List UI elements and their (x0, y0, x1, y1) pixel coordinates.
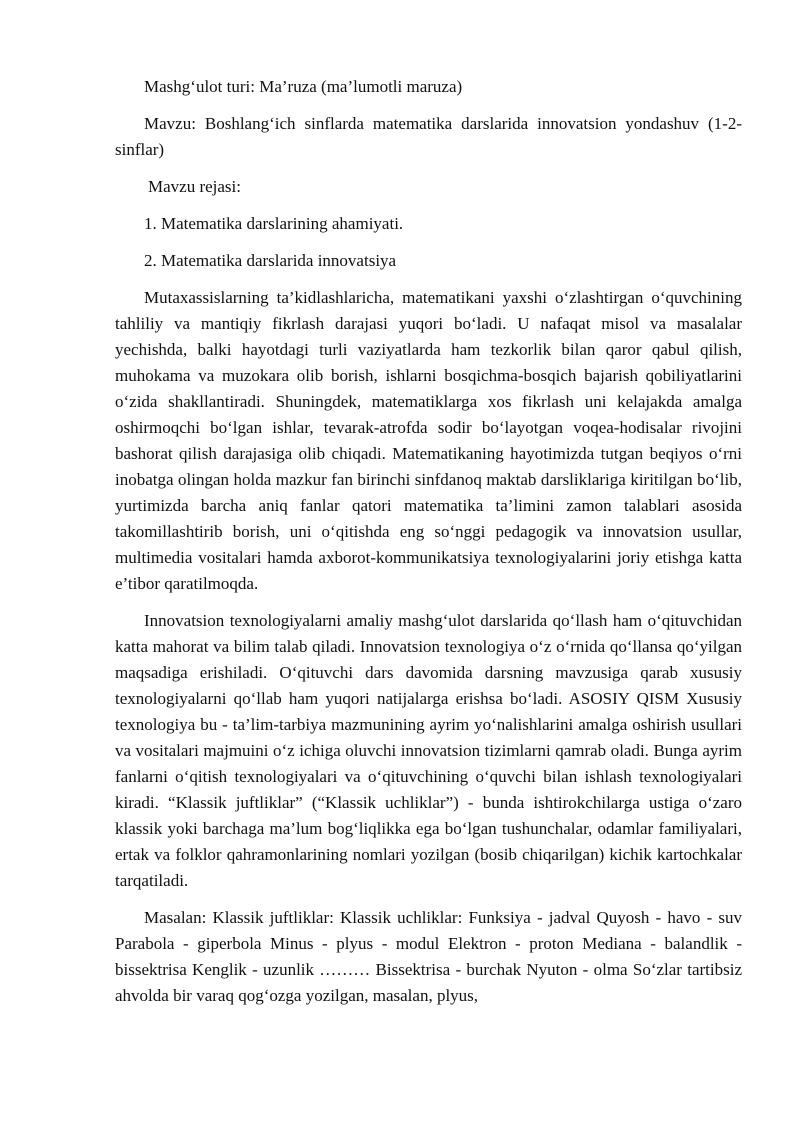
plan-title: Mavzu rejasi: (148, 177, 241, 196)
document-page (115, 74, 742, 1009)
body-paragraph-1: Mutaxassislarning ta’kidlashlaricha, matematikani yaxshi o‘zlashtirgan o‘quvchining tahliliy va mantiqiy fikrlash darajasi yuqori bo‘ladi. U nafaqat misol va masalalar yechishda, balki hayotdagi turli vaziyatlarda ham tezkorlik bilan qaror qabul qilish, muhokama va muzokara olib borish, ishlarni bosqichma-bosqich bajarish qobiliyatlarini o‘zida shakllantiradi. Shuningdek, matematiklarga xos fikrlash uni kelajakda amalga oshirmoqchi bo‘lgan ishlar, tevarak-atrofda sodir bo‘layotgan voqea-hodisalar rivojini bashorat qilish darajasiga olib chiqadi. Matematikaning hayotimizda tutgan beqiyos o‘rni inobatga olingan holda mazkur fan birinchi sinfdanoq maktab darsliklariga kiritilgan bo‘lib, yurtimizda barcha aniq fanlar qatori matematika ta’limini zamon talablari asosida takomillashtirib borish, uni o‘qitishda eng so‘nggi pedagogik va innovatsion usullar, multimedia vositalari hamda axborot-kommunikatsiya texnologiyalarini joriy etishga katta e’tibor qaratilmoqda. (115, 288, 742, 593)
session-type-line: Mashg‘ulot turi: Ma’ruza (ma’lumotli maruza) (144, 77, 463, 96)
body-paragraph-2: Innovatsion texnologiyalarni amaliy mashg‘ulot darslarida qo‘llash ham o‘qituvchidan katta mahorat va bilim talab qiladi. Innovatsion texnologiya o‘z o‘rnida qo‘llansa qo‘yilgan maqsadiga erishiladi. O‘qituvchi dars davomida darsning mavzusiga qarab xususiy texnologiyalarni qo‘llab ham yuqori natijalarga erishsa bo‘ladi. ASOSIY QISM Xususiy texnologiya bu - ta’lim-tarbiya mazmunining ayrim yo‘nalishlarini amalga oshirish usullari va vositalari majmuini o‘z ichiga oluvchi innovatsion tizimlarni qamrab oladi. Bunga ayrim fanlarni o‘qitish texnologiyalari va o‘qituvchining o‘quvchi bilan ishlash texnologiyalari kiradi. “Klassik juftliklar” (“Klassik uchliklar”) - bunda ishtirokchilarga ustiga o‘zaro klassik yoki barchaga ma’lum bog‘liqlikka ega bo‘lgan tushunchalar, odamlar familiyalari, ertak va folklor qahramonlarining nomlari yozilgan (bosib chiqarilgan) kichik kartochkalar tarqatiladi. (115, 611, 742, 890)
topic-line: Mavzu: Boshlang‘ich sinflarda matematika darslarida innovatsion yondashuv (1-2-sinflar) (115, 114, 742, 159)
body-paragraph-3: Masalan: Klassik juftliklar: Klassik uchliklar: Funksiya - jadval Quyosh - havo - suv Parabola - giperbola Minus - plyus - modul Elektron - proton Mediana - balandlik - bissektrisa Kenglik - uzunlik ……… Bissektrisa - burchak Nyuton - olma So‘zlar tartibsiz ahvolda bir varaq qog‘ozga yozilgan, masalan, plyus, (115, 908, 742, 1005)
plan-item-2: 2. Matematika darslarida innovatsiya (144, 251, 397, 270)
plan-item-1: 1. Matematika darslarining ahamiyati. (144, 214, 404, 233)
